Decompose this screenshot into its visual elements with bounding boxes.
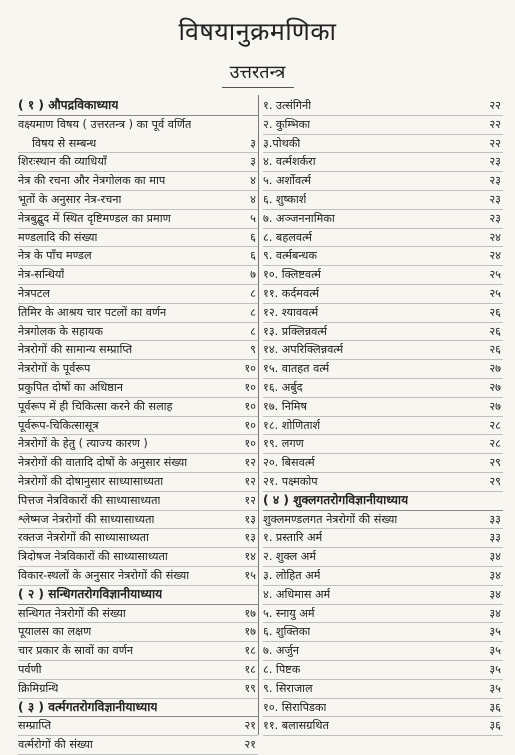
toc-entry-text: १८. शोणितार्श: [263, 418, 321, 432]
toc-entry: [18, 605, 258, 624]
toc-entry: [263, 247, 503, 266]
toc-entry-text: पर्वणी: [18, 662, 42, 676]
toc-entry: [18, 473, 258, 492]
toc-right-column: [263, 97, 503, 736]
section-title: उत्तरतन्त्र: [229, 62, 286, 83]
toc-entry: [263, 172, 503, 191]
toc-entry: [18, 548, 258, 567]
toc-page-number: १३: [244, 512, 256, 526]
toc-entry-text: पित्तज नेत्रविकारों की साध्यासाध्यता: [18, 493, 161, 507]
toc-chapter-heading: [263, 492, 503, 511]
toc-entry-text: ९. सिराजाल: [263, 681, 313, 695]
toc-entry-text: ( २ ) सन्धिगतरोगविज्ञानीयाध्याय: [18, 586, 163, 601]
toc-page-number: ३६: [489, 700, 501, 714]
toc-page-number: २२: [489, 99, 501, 112]
toc-page-number: १३: [244, 531, 256, 545]
toc-page-number: १०: [244, 437, 256, 451]
toc-entry: [263, 454, 503, 473]
toc-page-number: २२: [489, 136, 501, 150]
toc-page-number: १७: [244, 606, 256, 620]
toc-page-number: ३६: [489, 719, 501, 733]
toc-page-number: ३५: [489, 662, 501, 676]
toc-chapter-heading: [18, 586, 258, 605]
toc-entry: [18, 661, 258, 680]
toc-entry-text: २. कुम्भिका: [263, 117, 311, 131]
toc-entry-text: १३. प्रक्लिन्नवर्त्म: [263, 324, 328, 338]
toc-entry-text: नेत्र की रचना और नेत्रगोलक का माप: [18, 174, 166, 188]
toc-entry-text: विषय से सम्बन्ध: [32, 136, 97, 150]
toc-entry-text: नेत्ररोगों के पूर्वरूप: [18, 362, 91, 376]
toc-page-number: २६: [489, 305, 501, 319]
toc-entry: [18, 229, 258, 248]
toc-entry-text: भूतों के अनुसार नेत्र-रचना: [18, 192, 122, 206]
toc-entry: [263, 529, 503, 548]
toc-entry-text: त्रिदोषज नेत्रविकारों की साध्यासाध्यता: [18, 550, 168, 564]
toc-page-number: ३३: [489, 512, 501, 526]
toc-entry-text: नेत्ररोगों के हेतु ( त्याज्य कारण ): [18, 437, 148, 451]
toc-page-number: १८: [244, 662, 256, 676]
toc-entry: [263, 191, 503, 210]
toc-page-number: १२: [244, 493, 256, 507]
toc-entry-text: १. प्रस्तारि अर्म: [263, 531, 323, 545]
toc-page-number: २८: [489, 418, 501, 432]
toc-entry: [263, 605, 503, 624]
toc-page-number: २३: [489, 174, 501, 188]
toc-entry: [18, 379, 258, 398]
toc-page-number: १९: [244, 681, 256, 695]
toc-entry-text: २१. पक्ष्मकोप: [263, 474, 318, 488]
toc-entry-text: १४. अपरिक्लिन्नवर्त्म: [263, 343, 344, 357]
toc-entry: [18, 529, 258, 548]
toc-entry-text: पूर्वरूप में ही चिकित्सा करने की सलाह: [18, 399, 173, 413]
toc-entry-text: ५. अर्शोवर्त्म: [263, 174, 312, 188]
toc-page-number: १२: [244, 474, 256, 488]
toc-page-number: २२: [489, 117, 501, 131]
section-title-underline: [222, 87, 294, 88]
toc-entry-text: क्रिमिग्रन्थि: [18, 681, 59, 695]
toc-entry: [18, 511, 258, 530]
toc-entry: [18, 266, 258, 285]
toc-page-number: ३३: [489, 531, 501, 545]
toc-entry-text: ७. अञ्जननामिका: [263, 211, 335, 225]
toc-entry: [18, 360, 258, 379]
toc-entry-text: सन्धिगत नेत्ररोगों की संख्या: [18, 606, 126, 620]
toc-entry: [263, 135, 503, 154]
toc-entry-text: ४. वर्त्मशर्करा: [263, 155, 316, 169]
toc-entry-text: १०. सिरापिडका: [263, 700, 327, 714]
toc-entry-text: ११. कर्दमवर्त्म: [263, 286, 320, 300]
toc-entry-text: १. उत्संगिनी: [263, 99, 312, 112]
toc-page-number: २१: [244, 738, 256, 752]
toc-entry-text: ३.पोथकी: [263, 136, 301, 150]
toc-entry: [263, 642, 503, 661]
toc-page-number: २७: [489, 362, 501, 376]
toc-page-number: २६: [489, 324, 501, 338]
toc-entry-text: ५. स्नायु अर्म: [263, 606, 315, 620]
toc-page-number: २३: [489, 155, 501, 169]
toc-entry: [263, 210, 503, 229]
toc-entry: [18, 153, 258, 172]
toc-page-number: २४: [489, 249, 501, 263]
toc-entry-text: नेत्र के पाँच मण्डल: [18, 249, 92, 263]
toc-page-number: १०: [244, 380, 256, 394]
toc-page-number: २३: [489, 192, 501, 206]
toc-entry: [263, 548, 503, 567]
toc-entry-text: १५. वातहत वर्त्म: [263, 362, 330, 376]
toc-entry-text: ९. वर्त्मबन्धक: [263, 249, 317, 263]
toc-entry-text: १२. श्याववर्त्म: [263, 305, 319, 319]
toc-entry-text: २. शुक्ल अर्म: [263, 550, 317, 564]
toc-page-number: २४: [489, 230, 501, 244]
toc-entry: [263, 379, 503, 398]
toc-page-number: ५: [250, 211, 256, 225]
toc-entry: [18, 247, 258, 266]
toc-page-number: ८: [250, 286, 256, 300]
toc-page-number: १०: [244, 399, 256, 413]
toc-page-number: ६: [250, 230, 256, 244]
toc-page-number: २६: [489, 343, 501, 357]
toc-entry: [18, 191, 258, 210]
toc-entry: [263, 623, 503, 642]
toc-entry: [18, 492, 258, 511]
toc-chapter-heading: [18, 699, 258, 718]
toc-page-number: ३५: [489, 681, 501, 695]
toc-page-number: ९: [250, 343, 256, 357]
toc-page-number: ३: [250, 155, 256, 169]
toc-entry: [18, 567, 258, 586]
toc-entry-text: शुक्लमण्डलगत नेत्ररोगों की संख्या: [263, 512, 398, 526]
toc-entry-text: मण्डलादि की संख्या: [18, 230, 98, 244]
toc-page-number: ६: [250, 249, 256, 263]
toc-entry-text: ११. बलासग्रथित: [263, 719, 329, 733]
toc-entry: [263, 586, 503, 605]
toc-entry-text: ८. बहलवर्त्म: [263, 230, 312, 244]
toc-entry-text: नेत्रपटल: [18, 286, 50, 300]
toc-entry-text: ( १ ) औपद्रविकाध्याय: [18, 98, 119, 112]
toc-entry: [18, 435, 258, 454]
toc-page-number: ३४: [489, 587, 501, 601]
toc-entry: [18, 642, 258, 661]
toc-entry: [263, 511, 503, 530]
toc-page-number: ७: [250, 268, 256, 282]
toc-entry: [18, 116, 258, 135]
toc-entry: [263, 323, 503, 342]
toc-chapter-heading: [18, 97, 258, 116]
toc-entry: [18, 285, 258, 304]
toc-entry-text: नेत्र-सन्धियाँ: [18, 268, 65, 282]
toc-entry: [263, 266, 503, 285]
toc-entry-text: विकार-स्थलों के अनुसार नेत्ररोगों की संख्या: [18, 568, 190, 582]
toc-entry: [18, 623, 258, 642]
toc-entry-text: १०. क्लिष्टवर्त्म: [263, 268, 321, 282]
toc-entry: [263, 567, 503, 586]
toc-entry: [263, 398, 503, 417]
toc-entry-text: नेत्ररोगों की दोषानुसार साध्यासाध्यता: [18, 474, 164, 488]
toc-entry-text: तिमिर के आश्रय चार पटलों का वर्णन: [18, 305, 167, 319]
toc-entry: [263, 304, 503, 323]
toc-entry-text: १९. लगण: [263, 437, 304, 451]
toc-entry: [18, 341, 258, 360]
toc-entry-text: ६. शुक्तिका: [263, 625, 311, 639]
toc-entry: [263, 153, 503, 172]
toc-entry-text: ( ४ ) शुक्लगतरोगविज्ञानीयाध्याय: [263, 492, 409, 507]
toc-entry: [263, 360, 503, 379]
toc-page-number: २५: [489, 286, 501, 300]
toc-entry-text: ४. अधिमास अर्म: [263, 587, 331, 601]
toc-entry: [18, 210, 258, 229]
column-divider: [258, 95, 259, 735]
toc-entry: [18, 454, 258, 473]
toc-page-number: १५: [244, 568, 256, 582]
toc-entry: [263, 97, 503, 116]
toc-left-column: [18, 97, 258, 755]
toc-entry: [263, 680, 503, 699]
toc-entry: [18, 717, 258, 736]
toc-entry: [18, 135, 258, 154]
toc-page-number: ३४: [489, 606, 501, 620]
toc-page-number: १२: [244, 456, 256, 470]
toc-page-number: १०: [244, 418, 256, 432]
toc-entry-text: वर्त्मरोगों की संख्या: [18, 738, 93, 752]
toc-page-number: ३: [250, 136, 256, 150]
toc-entry-text: सम्प्राप्ति: [18, 719, 52, 733]
toc-entry-text: २०. बिसवर्त्म: [263, 456, 315, 470]
toc-entry: [18, 736, 258, 755]
toc-entry: [263, 417, 503, 436]
toc-page-number: ४: [250, 174, 256, 188]
toc-entry: [18, 680, 258, 699]
toc-page-number: २३: [489, 211, 501, 225]
toc-page-number: १४: [244, 550, 256, 564]
toc-page-number: २८: [489, 437, 501, 451]
toc-entry: [263, 473, 503, 492]
toc-entry: [263, 435, 503, 454]
page-title: विषयानुक्रमणिका: [178, 17, 337, 46]
toc-entry: [18, 398, 258, 417]
toc-page-number: ३५: [489, 644, 501, 658]
toc-entry-text: १७. निमिष: [263, 399, 307, 413]
toc-page-number: ८: [250, 324, 256, 338]
toc-page-number: २७: [489, 399, 501, 413]
toc-entry: [18, 304, 258, 323]
toc-entry-text: ३. लोहित अर्म: [263, 568, 321, 582]
toc-page-number: २५: [489, 268, 501, 282]
toc-page-number: ४: [250, 192, 256, 206]
toc-page-number: ८: [250, 305, 256, 319]
toc-page-number: २९: [489, 474, 501, 488]
toc-entry-text: नेत्ररोगों की सामान्य सम्प्राप्ति: [18, 343, 133, 357]
toc-entry-text: पूयालस का लक्षण: [18, 625, 92, 639]
toc-entry-text: ६. शुष्कार्श: [263, 192, 307, 206]
toc-entry-text: नेत्रगोलक के सहायक: [18, 324, 103, 338]
toc-entry: [263, 717, 503, 736]
toc-page-number: ३५: [489, 625, 501, 639]
toc-entry-text: वक्ष्यमाण विषय ( उत्तरतन्त्र ) का पूर्व वर्णित: [18, 117, 192, 131]
toc-entry-text: ८. पिष्टक: [263, 662, 301, 676]
toc-entry-text: ( ३ ) वर्त्मगतरोगविज्ञानीयाध्याय: [18, 699, 158, 714]
toc-page-number: १०: [244, 362, 256, 376]
toc-entry-text: श्लेष्मज नेत्ररोगों की साध्यासाध्यता: [18, 512, 155, 526]
toc-entry: [263, 699, 503, 718]
toc-entry-text: नेत्रबुद्बुद में स्थित दृष्टिमण्डल का प्रमाण: [18, 211, 171, 225]
toc-entry-text: रक्तज नेत्ररोगों की साध्यासाध्यता: [18, 531, 149, 545]
toc-entry-text: चार प्रकार के स्रावों का वर्णन: [18, 644, 134, 658]
toc-page-number: २७: [489, 380, 501, 394]
toc-page-number: १७: [244, 625, 256, 639]
toc-entry: [18, 172, 258, 191]
toc-entry-text: शिरःस्थान की व्याधियाँ: [18, 155, 107, 169]
toc-entry-text: नेत्ररोगों की वातादि दोषों के अनुसार संख्या: [18, 456, 188, 470]
toc-page-number: १८: [244, 644, 256, 658]
toc-entry: [263, 116, 503, 135]
toc-page-number: २१: [244, 719, 256, 733]
toc-entry: [263, 285, 503, 304]
toc-page-number: ३४: [489, 550, 501, 564]
toc-entry: [263, 229, 503, 248]
toc-entry-text: पूर्वरूप-चिकित्सासूत्र: [18, 418, 99, 432]
toc-entry-text: १६. अर्बुद: [263, 380, 303, 394]
toc-entry: [18, 323, 258, 342]
toc-entry-text: प्रकुपित दोषों का अधिष्ठान: [18, 380, 123, 394]
toc-entry: [263, 341, 503, 360]
toc-entry-text: ७. अर्जुन: [263, 644, 299, 658]
toc-page-number: ३४: [489, 568, 501, 582]
toc-entry: [263, 661, 503, 680]
toc-entry: [18, 417, 258, 436]
toc-page-number: २९: [489, 456, 501, 470]
